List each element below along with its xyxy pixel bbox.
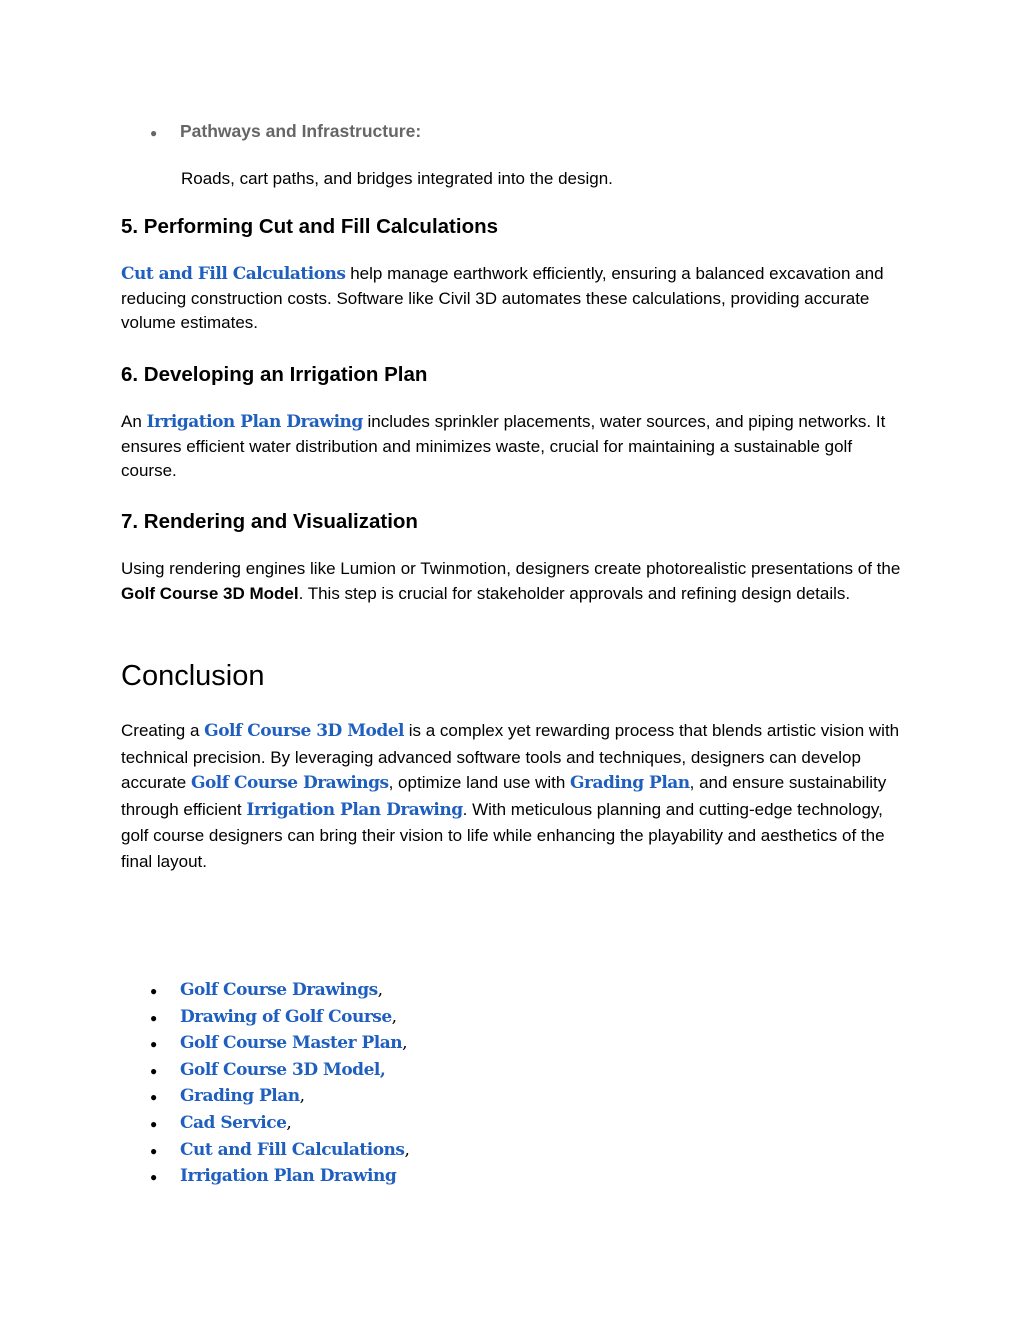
golf-course-drawings-link[interactable]: Golf Course Drawings — [190, 773, 389, 793]
list-suffix: , — [299, 1086, 306, 1107]
bullet-dot: ● — [150, 126, 158, 140]
list-suffix: , — [286, 1112, 292, 1133]
bullet-dot: ● — [150, 984, 158, 998]
section7-text-b: . This step is crucial for stakeholder approvals and refining design details. — [298, 583, 851, 603]
pathways-bullet — [150, 121, 421, 142]
conclusion-heading: Conclusion — [121, 660, 265, 692]
section6-paragraph — [121, 410, 911, 484]
list-link[interactable]: Golf Course 3D Model, — [180, 1059, 386, 1080]
golf-3d-model-link[interactable]: Golf Course 3D Model — [204, 721, 405, 741]
pathways-text: Roads, cart paths, and bridges integrated into the design. — [181, 169, 613, 188]
list-suffix: , — [377, 980, 384, 1000]
list-link[interactable]: Cad Service — [180, 1112, 287, 1133]
bullet-dot: ● — [150, 1090, 158, 1105]
list-link[interactable]: Golf Course Drawings — [180, 980, 378, 1000]
section6-heading: 6. Developing an Irrigation Plan — [121, 363, 428, 386]
list-item — [150, 1166, 410, 1193]
irrigation-plan-link[interactable]: Irrigation Plan Drawing — [246, 799, 463, 820]
list-item — [150, 1086, 410, 1113]
list-suffix: , — [402, 1033, 408, 1054]
section6-prefix: An — [121, 412, 147, 431]
cut-fill-link[interactable]: Cut and Fill Calculations — [121, 264, 346, 284]
list-link[interactable]: Drawing of Golf Course — [180, 1006, 392, 1027]
irrigation-link[interactable]: Irrigation Plan Drawing — [146, 412, 363, 432]
list-item — [150, 980, 410, 1007]
conclusion-paragraph — [121, 718, 911, 874]
list-item — [150, 1060, 410, 1087]
list-link[interactable]: Grading Plan — [180, 1086, 300, 1107]
bullet-dot: ● — [150, 1170, 158, 1185]
section6-text: includes sprinkler placements, water sources, and piping networks. It ensures efficient water distribution and minimizes waste, crucial for maintaining a sustainable golf course. — [121, 412, 886, 480]
list-link[interactable]: Irrigation Plan Drawing — [180, 1166, 397, 1187]
section5-text: help manage earthwork efficiently, ensuring a balanced excavation and reducing construction costs. Software like Civil 3D automates these calculations, providing accurate volume estimates. — [121, 264, 884, 332]
conclusion-t2: is a complex yet rewarding process that blends artistic vision with technical precision. By leveraging advanced software tools and techniques, designers can develop accurate — [121, 721, 900, 792]
bullet-dot: ● — [150, 1143, 158, 1158]
list-item — [150, 1007, 410, 1034]
section7-text-a: Using rendering engines like Lumion or Twinmotion, designers create photorealistic presentations of the — [121, 559, 901, 578]
related-links-list — [150, 980, 410, 1193]
list-item — [150, 1033, 410, 1060]
section7-heading: 7. Rendering and Visualization — [121, 510, 418, 533]
pathways-heading: Pathways and Infrastructure: — [180, 121, 422, 141]
conclusion-t3: , optimize land use with — [388, 773, 571, 792]
list-link[interactable]: Cut and Fill Calculations — [180, 1139, 405, 1160]
bullet-dot: ● — [150, 1116, 158, 1131]
section5-heading: 5. Performing Cut and Fill Calculations — [121, 215, 499, 238]
bullet-dot: ● — [150, 1037, 158, 1052]
list-item — [150, 1113, 410, 1140]
list-item — [150, 1140, 410, 1167]
section7-bold: Golf Course 3D Model — [121, 583, 299, 603]
list-suffix: , — [391, 1006, 398, 1027]
list-link[interactable]: Golf Course Master Plan — [180, 1033, 403, 1054]
section7-paragraph — [121, 557, 911, 606]
grading-plan-link[interactable]: Grading Plan — [570, 773, 690, 793]
conclusion-t5: . With meticulous planning and cutting-edge technology, golf course designers can bring their vision to life while enhancing the playability and aesthetics of the final layout. — [121, 799, 885, 871]
section5-paragraph — [121, 262, 911, 336]
conclusion-t4: , and ensure sustainability through efficient — [121, 773, 887, 819]
bullet-dot: ● — [150, 1010, 158, 1025]
list-suffix: , — [404, 1139, 410, 1160]
bullet-dot: ● — [150, 1063, 158, 1078]
conclusion-t1: Creating a — [121, 721, 205, 740]
